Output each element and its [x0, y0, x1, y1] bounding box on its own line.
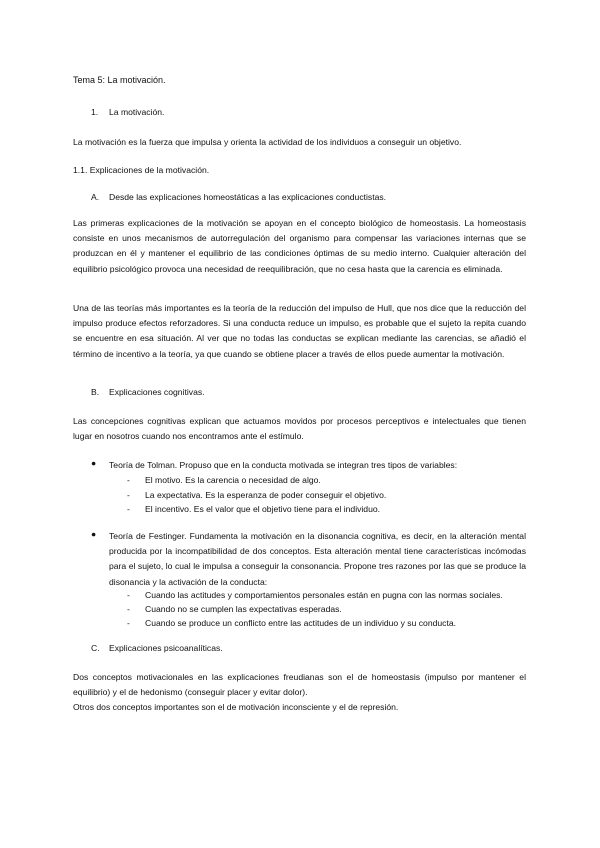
paragraph-hull: Una de las teorías más importantes es la teoría de la reducción del impulso de Hull, que nos dice que la reducción del impulso produce efectos reforzadores. Si una conducta reduce un impulso, es probable que el sujeto la repita cuando se encuentre en esa situación. Al ver que no todas las conductas se explican mediante las carencias, se añadió el término de incentivo a la teoría, ya que cuando se obtiene placer a través de ellos puede aumentar la motivación. [73, 303, 526, 359]
dash-icon: - [127, 504, 130, 514]
dash-icon: - [127, 475, 130, 485]
dash-icon: - [127, 618, 130, 628]
sub-item-text: La expectativa. Es la esperanza de poder conseguir el objetivo. [145, 490, 387, 500]
sub-item-text: Cuando no se cumplen las expectativas esperadas. [145, 604, 342, 614]
dash-icon: - [127, 604, 130, 614]
bullet-icon: ● [91, 458, 97, 468]
subheading-letter: C. [91, 643, 100, 653]
dash-icon: - [127, 490, 130, 500]
bullet-text: Teoría de Festinger. Fundamenta la motivación en la disonancia cognitiva, es decir, en la alteración mental producida por la incompatibilidad de dos conceptos. Esta alteración mental tiene características incómodas para el sujeto, lo cual le impulsa a conseguir la consonancia. Propone tres razones por las que se produce la disonancia y la activación de la conducta: [109, 531, 526, 587]
sub-item-text: Cuando se produce un conflicto entre las actitudes de un individuo y su conducta. [145, 618, 457, 628]
bullet-text: Teoría de Tolman. Propuso que en la conducta motivada se integran tres tipos de variables: [109, 460, 458, 470]
subheading-letter: B. [91, 387, 100, 397]
bullet-festinger [91, 529, 526, 590]
paragraph-homeostasis: Las primeras explicaciones de la motivación se apoyan en el concepto biológico de homeostasis. La homeostasis consiste en unos mecanismos de autorregulación del organismo para compensar las variaciones internas que se produzcan en él y mantener el equilibrio de las condiciones óptimas de su medio interno. Cualquier alteración del equilibrio psicológico provoca una necesidad de reequilibración, que no cesa hasta que la carencia es eliminada. [73, 218, 526, 274]
intro-paragraph: La motivación es la fuerza que impulsa y orienta la actividad de los individuos a conseguir un objetivo. [73, 137, 462, 147]
subheading-label: Explicaciones cognitivas. [109, 387, 205, 397]
section-heading-1 [91, 107, 164, 117]
paragraph-cognitive: Las concepciones cognitivas explican que actuamos movidos por procesos perceptivos e intelectuales que tienen lugar en nosotros cuando nos encontramos ante el estímulo. [73, 416, 526, 442]
bullet-tolman [91, 458, 526, 473]
subheading-b [91, 387, 205, 397]
sub-item [127, 488, 527, 503]
bullet-icon: ● [91, 529, 97, 539]
sub-item-text: El motivo. Es la carencia o necesidad de algo. [145, 475, 321, 485]
subheading-label: Desde las explicaciones homeostáticas a las explicaciones conductistas. [109, 192, 387, 202]
subheading-c [91, 643, 223, 653]
subheading-label: Explicaciones psicoanalíticas. [109, 643, 223, 653]
section-number: 1. [91, 107, 99, 117]
sub-item-text: El incentivo. Es el valor que el objetivo tiene para el individuo. [145, 504, 381, 514]
sub-item [127, 602, 527, 617]
sub-item [127, 502, 527, 517]
subheading-a [91, 192, 386, 202]
paragraph-freud: Dos conceptos motivacionales en las explicaciones freudianas son el de homeostasis (impulso por mantener el equilibrio) y el de hedonismo (conseguir placer y evitar dolor). [73, 672, 526, 698]
subheading-letter: A. [91, 192, 100, 202]
sub-item-text: Cuando las actitudes y comportamientos personales están en pugna con las normas sociales. [145, 590, 503, 600]
sub-item [127, 588, 527, 603]
subsection-heading-1-1: 1.1. Explicaciones de la motivación. [73, 165, 210, 175]
paragraph-freud-2: Otros dos conceptos importantes son el de motivación inconsciente y el de represión. [73, 702, 399, 712]
section-label: La motivación. [109, 107, 165, 117]
sub-item [127, 473, 527, 488]
document-title: Tema 5: La motivación. [73, 75, 166, 85]
dash-icon: - [127, 590, 130, 600]
sub-item [127, 616, 527, 631]
